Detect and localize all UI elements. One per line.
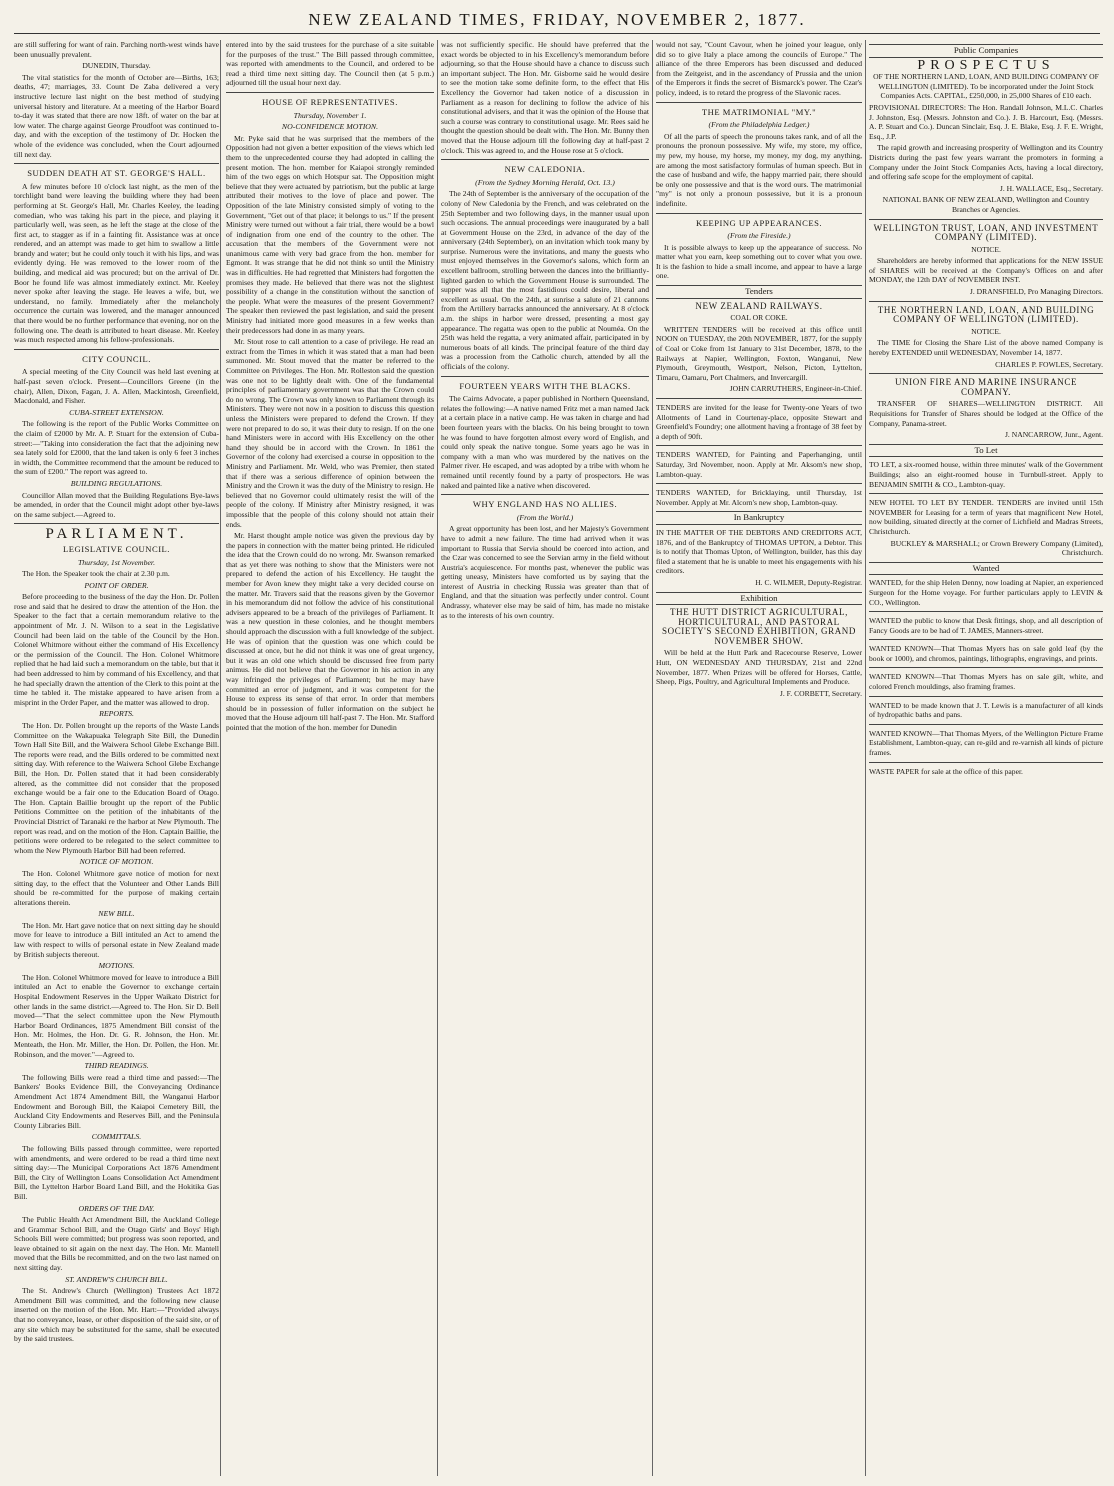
article-text: Mr. Pyke said that he was surprised that the members of the Opposition had not given a better exposition of the views which led them to the unprecedented course they had adopted in calling the present motion. The hon. member for Kaiapoi strongly reminded him of the two eggs on which Hotspur sat. The Opposition might believe that they were actuated by patriotism, but the public at large attributed their motives to the love of place and power. The Opposition of the late Ministry consisted simply of voting to the Government, "Get out of that place; it belongs to us." If the present Ministry were turned out without a fair trial, there would be a bowl of indignation from one end of the country to the other. The accusation that the members of the Government were not unanimous came with very bad grace from the hon. member for Egmont. It was strange that he did not think so until the Ministry was in difficulties. He had regretted that Ministers had forgotten the promises they made. He believed that there was not the slightest possibility of a change in the constitution without the sanction of the people. What were the measures of the present Government? The speaker then reviewed the past legislation, and said the present Ministry had initiated more good measures in a few weeks than their predecessors had done in as many years. (226, 133, 434, 335)
dateline: Thursday, 1st November. (77, 557, 156, 567)
ad-signature: JOHN CARRUTHERS, Engineer-in-Chief. (729, 384, 862, 394)
article-text: The Hon. Colonel Whitmore moved for leave to introduce a Bill intituled an Act to enable the Governor to exchange certain Hospital Endowment Reserves in the Upper Waikato District for other lands in the same district.—Agreed to. The Hon. Sir D. Bell moved—"That the select committee upon the New Plymouth Harbor Board Ordinances, 1875 Amendment Bill consist of the Hon. Mr. Holmes, the Hon. Dr. G. R. Johnson, the Hon. Mr. Menteath, the Hon. Mr. Miller, the Hon. Dr. Pollen, the Hon. Mr. Robinson, and the mover."—Agreed to. (14, 972, 219, 1059)
divider (441, 376, 649, 377)
article-text: A special meeting of the City Council was held last evening at half-past seven o'clock. Present—Councillors Greene (in the chair), Allen, Dixon, Fagan, J. A. Allen, Mackintosh, Greenfield, Macdonald, and Fisher. (14, 367, 219, 406)
article-heading: SUDDEN DEATH AT ST. GEORGE'S HALL. (27, 168, 206, 179)
divider (14, 349, 219, 350)
ad-text: Shareholders are hereby informed that applications for the NEW ISSUE of SHARES will be received at the Company's Offices on and after MONDAY, the 12th DAY of NOVEMBER INST. (869, 256, 1103, 285)
divider (656, 102, 862, 103)
article-heading: HOUSE OF REPRESENTATIVES. (262, 96, 398, 107)
subheading: ST. ANDREW'S CHURCH BILL. (65, 1274, 168, 1284)
section-heading: PARLIAMENT. (45, 526, 188, 543)
article-text: Councillor Allan moved that the Building Regulations Bye-laws be amended, in order that the Council might adopt other bye-laws on the same subject.—Agreed to. (14, 490, 219, 519)
ad-text: WANTED KNOWN—That Thomas Myers has on sale gilt, white, and colored French mouldings, also framing frames. (869, 672, 1103, 692)
article-text: The following is the report of the Public Works Committee on the claim of £2000 by Mr. A. P. Stuart for the extension of Cuba-street:—"Taking into consideration the fact that the adjoining new sea lately sold for £2000, that the land taken is only 6 feet 3 inches in width, the Committee recommend that the amount be reduced to the sum of £200." The report was agreed to. (14, 419, 219, 477)
article-text: The Hon. the Speaker took the chair at 2.30 p.m. (22, 569, 170, 579)
section-bar-exhibition: Exhibition (656, 592, 862, 606)
divider (656, 445, 862, 446)
section-bar-public-companies: Public Companies (869, 44, 1103, 58)
article-text: Mr. Harst thought ample notice was given the previous day by the papers in connection with the matter being printed. He ridiculed the idea that the Crown could do no wrong. Mr. Swanson remarked that as yet there was nothing to show that the Ministers were not prepared to defend the action of his Excellency. He taught the member for Avon knew they might take a very decided course on the matter. Mr. Travers said that the reasons given by the Governor in his memorandum did not follow the advice of his constitutional advisers appeared to be a breach of the privileges of Parliament. It was a new question in these colonies, and he thought members should approach the discussion with a full knowledge of the subject. He was of opinion that the question was one which could be discussed at once, but he did not think it was one of great urgency, but it was an old one which should be discussed free from party animus. He did not believe that the Governor in his action in any way infringed the privileges of Parliament; but he may have committed an error of judgment, and it was competent for the House to express its sense of that error. In order that members should be in possession of fuller information on the subject he moved that the House adjourn till half-past 7. The Hon. Mr. Stafford pointed that the motion of the hon. member for Dunedin (226, 531, 434, 732)
divider (869, 696, 1103, 697)
subheading: MOTIONS. (98, 961, 135, 971)
ad-text: NEW HOTEL TO LET BY TENDER. TENDERS are invited until 15th NOVEMBER for Leasing for a term of years that magnificent New Hotel, now building, situated directly at the corner of Lichfield and Madras Streets, Christchurch. (869, 498, 1103, 536)
article-heading: NEW CALEDONIA. (504, 164, 586, 175)
article-text: The Hon. Dr. Pollen brought up the reports of the Waste Lands Committee on the Wakapuaka Telegraph Site Bill, the Dunedin Town Hall Site Bill, and the Waiwera School Glebe Exchange Bill. The reports were read, and the Bills ordered to be committed next sitting day. With reference to the Waiwera School Glebe Exchange Bill, the Hon. Dr. Pollen stated that it had been considerably altered, as the committee did not consider that the proposed exchange would be a fair one to the Education Board of Otago. The Hon. Captain Baillie brought up the report of the Public Petitions Committee on the petition of the inhabitants of the Provincial District of Taranaki re the harbor at New Plymouth. The report was read, and on the motion of the Hon. Captain Baillie, the petitions were ordered to be relegated to the select committee to whom the New Plymouth Harbor Bill had been referred. (14, 721, 219, 855)
divider (656, 213, 862, 214)
divider (869, 219, 1103, 220)
divider (441, 159, 649, 160)
subheading: CUBA-STREET EXTENSION. (69, 407, 164, 417)
ad-text: IN THE MATTER OF THE DEBTORS AND CREDITORS ACT, 1876, and of the Bankruptcy of THOMAS UPTON, a Debtor. This is to notify that Thomas Upton, of Wellington, builder, has this day filed a statement that he is unable to meet his engagements with his creditors. (656, 527, 862, 576)
masthead-title: NEW ZEALAND TIMES, FRIDAY, NOVEMBER 2, 1877. (308, 10, 806, 29)
article-heading: FOURTEEN YEARS WITH THE BLACKS. (459, 380, 631, 391)
article-text: are still suffering for want of rain. Parching north-west winds have been unusually prevalent. (14, 40, 219, 59)
article-text: The Hon. Mr. Hart gave notice that on next sitting day he should move for leave to introduce a Bill intituled an Act to amend the law with respect to wills of personal estate in New Zealand made by British subjects thereout. (14, 920, 219, 959)
masthead (0, 10, 1114, 40)
ad-text: WANTED the public to know that Desk fittings, shop, and all description of Fancy Goods are to be had of T. JAMES, Manners-street. (869, 616, 1103, 635)
column-divider (437, 40, 438, 1476)
ad-text: WRITTEN TENDERS will be received at this office until NOON on TUESDAY, the 20th NOVEMBER, 1877, for the supply of Coal or Coke from 1st January to 31st December, 1878, to the Railways at Napier, Wellington, Foxton, Wanganui, New Plymouth, Greymouth, Westport, Nelson, Picton, Lyttelton, Timaru, Oamaru, Port Chalmers, and Invercargill. (656, 324, 862, 382)
article-heading: CITY COUNCIL. (82, 353, 151, 364)
subheading: NOTICE OF MOTION. (79, 857, 154, 867)
subheading: NO-CONFIDENCE MOTION. (281, 122, 379, 132)
article-source: (From the World.) (516, 512, 574, 522)
article-heading: THE MATRIMONIAL "MY." (701, 106, 817, 117)
article-text: Of all the parts of speech the pronouns takes rank, and of all the pronouns the pronoun possessive. My wife, my store, my office, my pew, my house, my horse, my money, my dog, my anything, are among the most satisfactory formulas of human speech. But in the case of husband and wife, the happy married pair, there should be only one possessive and that is the word ours. The matrimonial "my" is not only a pronoun possessive, but it is a pronoun indefinite. (656, 131, 862, 208)
divider (656, 398, 862, 399)
divider (226, 92, 434, 93)
ad-signature: BUCKLEY & MARSHALL; or Crown Brewery Company (Limited), Christchurch. (890, 538, 1103, 558)
ad-text: Will be held at the Hutt Park and Racecourse Reserve, Lower Hutt, ON WEDNESDAY AND THURSDAY, 21st and 22nd November, 1877. When Prizes will be offered for Horses, Cattle, Sheep, Pigs, Poultry, and Agricultural Implements and Produce. (656, 648, 862, 687)
article-source: (From the Fireside.) (727, 231, 791, 241)
article-text: would not say, "Count Cavour, when he joined your league, only did so to give Italy a place among the councils of Europe." The alliance of the three Emperors has been discussed and deduced from the Zeitgeist, and in the ascendancy of Prussia and the union of the Emperors it finds the secret of Bismarck's power. The Czar's policy, indeed, is to retard the progress of the Slavonic races. (656, 40, 862, 97)
ad-signature: J. H. WALLACE, Esq., Secretary. (999, 183, 1103, 193)
article-heading: KEEPING UP APPEARANCES. (695, 217, 823, 228)
ad-title: THE NORTHERN LAND, LOAN, AND BUILDING COMPANY OF WELLINGTON (LIMITED). (877, 304, 1095, 325)
ad-text: PROVISIONAL DIRECTORS: The Hon. Randall Johnson, M.L.C. Charles J. Johnston, Esq. (Messrs. Johnston and Co.). J. B. Harcourt, Esq. (Messrs. A. P. Stuart and Co.). Duncan Sinclair, Esq. J. E. Blake, Esq. J. F. E. Wright, Esq., J.P. (869, 102, 1103, 141)
article-text: The St. Andrew's Church (Wellington) Trustees Act 1872 Amendment Bill was committed, and the following new clause inserted on the motion of the Hon. Mr. Hart:—"Provided always that no conveyance, lease, or other disposition of the said site, or of any site which may be substituted for the same, shall be executed by the said trustees. (14, 1286, 219, 1344)
ad-subtitle: NOTICE. (971, 326, 1001, 336)
ad-title: UNION FIRE AND MARINE INSURANCE COMPANY. (894, 377, 1078, 397)
column-divider (865, 40, 866, 1476)
column-4 (656, 40, 862, 1476)
divider (14, 523, 219, 524)
ad-signature: CHARLES P. FOWLES, Secretary. (995, 359, 1103, 369)
ad-subtitle: NOTICE. (971, 244, 1001, 254)
article-text: A few minutes before 10 o'clock last night, as the men of the torchlight band were leaving the building where they had been performing at St. George's Hall, Mr. Charles Keeley, the leading comedian, who was taking his part in the piece, and playing it particularly well, was seen, as he left the stage at the close of the first act, to stagger as if in a fainting fit. Assistance was at once rendered, and an attempt was made to get him to swallow a little brandy and water; but he could only touch it with his lips, and was evidently dying. He was removed to the lower room of the building, and medical aid was procured; but on the arrival of Dr. Boor he found life was almost immediately extinct. Mr. Keeley never spoke after leaving the stage. He leaves a wife, but, we understand, no family. Immediately after the melancholy occurrence the curtain was lowered, and the manager announced that there would be no further performance that evening, nor on the following one. The death is attributed to heart disease. Mr. Keeley was much respected among his fellow-professionals. (14, 181, 219, 345)
column-3 (441, 40, 649, 1476)
section-bar-bankruptcy: In Bankruptcy (656, 511, 862, 525)
ad-text: TENDERS WANTED, for Bricklaying, until Thursday, 1st November. Apply at Mr. Alcorn's new shop, Lambton-quay. (656, 488, 862, 507)
subheading: COMMITTALS. (91, 1132, 142, 1142)
ad-text: TO LET, a six-roomed house, within three minutes' walk of the Government Buildings; also an eight-roomed house in Turnbull-street. Apply to BENJAMIN SMITH & CO., Lambton-quay. (869, 460, 1103, 489)
subheading: BUILDING REGULATIONS. (70, 478, 163, 488)
article-text: The following Bills passed through committee, were reported with amendments, and were ordered to be read a third time next sitting day:—The Municipal Corporations Act 1876 Amendment Bill, the City of Wellington Loans Consolidation Act Amendment Bill, the Lyttelton Harbor Board Land Bill, and the Hokitika Gas Bill. (14, 1143, 219, 1201)
article-text: Mr. Stout rose to call attention to a case of privilege. He read an extract from the Times in which it was stated that a man had been summoned. Mr. Stout moved that the matter be referred to the Committee on Privileges. The Hon. Mr. Rolleston said the question was one not to be lightly dealt with. One of the fundamental principles of parliamentary government was that the Crown could do no wrong. The Crown was only known to Parliament through its Ministers. They were not now in a position to discuss this question unless the Ministers were prepared to defend the Crown. If they were not prepared to do so, it was their duty to resign. If on the one hand Ministers were in accord with His Excellency on the other hand they should be in accord with the Crown. In 1861 the Governor of the colony had exercised a course in opposition to the Ministry and Parliament. Mr. Weld, who was Premier, then stated that if there was a serious difference of opinion between the Ministry and the Crown it was the duty of the Ministry to resign. He believed that no Governor could ultimately resist the will of the people of the colony. If Ministry after Ministry resigned, it was impossible that the people of this colony should not attain their ends. (226, 337, 434, 529)
ad-text: OF THE NORTHERN LAND, LOAN, AND BUILDING COMPANY OF WELLINGTON (LIMITED). To be incorporated under the Joint Stock Companies Acts. CAPITAL, £250,000, in 25,000 Shares of £10 each. (873, 72, 1099, 101)
ad-text: WASTE PAPER for sale at the office of this paper. (869, 766, 1023, 776)
article-heading: LEGISLATIVE COUNCIL. (63, 543, 170, 554)
ad-signature: H. C. WILMER, Deputy-Registrar. (755, 577, 862, 587)
divider (869, 667, 1103, 668)
column-5 (869, 40, 1103, 1476)
divider (441, 494, 649, 495)
article-text: It is possible always to keep up the appearance of success. No matter what you earn, keep something out to cover what you owe. It is the fashion to hide a small income, and appear to have a large one. (656, 242, 862, 281)
article-text: The 24th of September is the anniversary of the occupation of the colony of New Caledonia by the French, and was celebrated on the 25th September and two following days, in the manner usual upon such occasions. The annual proceedings were inaugurated by a ball at Government House on the 23rd, in advance of the day of the anniversary (24th September), on an invitation which took many by surprise. Numerous were the invitations, and many the guests who must enjoyed themselves in the Governor's salons, which form an excellent ballroom, strolling between the dances into the brilliantly-lighted garden to which the Government House is surrounded. The supper was all that the most fastidious could desire, liberal and excellent as usual. On the 24th, at sunrise a salute of 21 cannons from the Artillery barracks announced the anniversary. At 8 o'clock a.m. the ships in harbor were dressed, presenting a most gay appearance. The regatta was open to the public at Nouméa. On the 25th was held the regatta, a very animated affair, participated in by numerous boats of all kinds. The principal feature of the third day was a procession from the Catholic church, attended by all the officials of the colony. (441, 189, 649, 371)
divider (869, 639, 1103, 640)
divider (869, 762, 1103, 763)
ad-title: NEW ZEALAND RAILWAYS. (695, 300, 823, 311)
article-text: Before proceeding to the business of the day the Hon. Dr. Pollen rose and said that he desired to draw the attention of the Hon. the Speaker to the fact that a certain memorandum relative to the appointment of Mr. J. N. Wilson to a seat in the Legislative Council had been laid on the table of the Council by the Hon. Colonel Whitmore without either the command of His Excellency or the permission of the Council. The Hon. Colonel Whitmore replied that he had laid such a memorandum on the table, but that it had been addressed to him by command of his Excellency, and that he had specially drawn the attention of the Clerk to this point at the time he tabled it. The mistake appeared to have arisen from a misprint in the Order Paper, and the matter was allowed to drop. (14, 592, 219, 707)
divider (869, 373, 1103, 374)
divider (869, 493, 1103, 494)
divider (14, 163, 219, 164)
subheading: ORDERS OF THE DAY. (78, 1203, 155, 1213)
ad-text: The TIME for Closing the Share List of the above named Company is hereby EXTENDED until WEDNESDAY, November 14, 1877. (869, 338, 1103, 358)
article-text: A great opportunity has been lost, and her Majesty's Government have to admit a new failure. The time had arrived when it was important to Russia that Servia should be coerced into action, and the Czar was concerned to see the Servian army in the field without Austria's acquiescence. For months past, whenever the public was getting uneasy, Ministers have comforted us by saying that the interest of Austria in checking Russia was greater than that of England, and that the situation was perfectly under control. Count Andrassy, whatever else may be said of him, has made no mistake as to the interests of his own country. (441, 524, 649, 620)
divider (869, 301, 1103, 302)
subheading: NEW BILL. (98, 909, 135, 919)
ad-railways (656, 302, 862, 394)
ad-signature: J. F. CORBETT, Secretary. (779, 688, 862, 698)
divider (869, 724, 1103, 725)
column-divider (652, 40, 653, 1476)
ad-text: NATIONAL BANK OF NEW ZEALAND, Wellington and Country Branches or Agencies. (882, 195, 1090, 214)
article-source: (From the Philadelphia Ledger.) (708, 120, 810, 130)
ad-text: WANTED to be made known that J. T. Lewis is a manufacturer of all kinds of hydropathic baths and pans. (869, 700, 1103, 720)
ad-text: The rapid growth and increasing prosperity of Wellington and its Country Districts during the past few years warrant the promoters in forming a Company under the Joint Stock Companies Acts, having a local directory, and offering safe scope for the employment of capital. (869, 143, 1103, 182)
section-bar-tenders: Tenders (656, 285, 862, 299)
article-text: was not sufficiently specific. He should have preferred that the exact words be objected to in his Excellency's memorandum before adjourning, so that the House should have a chance to discuss such an important subject. The Hon. Mr. Gisborne said he would desire to see the motion take some definite form, to the effect that His Excellency the Governor had taken notice of a discussion in Parliament as a reason for declining to follow the advice of his constitutional advisers, and that it was the opinion of the House that such a course was contrary to constitutional usage. Mr. Rees said he thought the question should be dealt with. The Hon. Mr. Bunny then moved that the House adjourn till the following day at half-past 2 o'clock. This was agreed to, and the House rose at 5 o'clock. (441, 40, 649, 155)
article-heading: WHY ENGLAND HAS NO ALLIES. (472, 499, 618, 510)
subheading: REPORTS. (99, 709, 134, 719)
ad-title: THE HUTT DISTRICT AGRICULTURAL, HORTICULTURAL, AND PASTORAL SOCIETY'S SECOND EXHIBITION, GRAND NOVEMBER SHOW. (661, 607, 857, 646)
ad-subtitle: COAL OR COKE. (730, 313, 788, 323)
column-1 (14, 40, 219, 1476)
column-divider (220, 40, 221, 1476)
article-text: The vital statistics for the month of October are—Births, 163; deaths, 47; marriages, 33. Count De Zaba delivered a very instructive lecture last night on the best method of studying universal history and literature. At a meeting of the Harbor Board to-day it was stated that there are now 18ft. of water on the bar at low water. The charge against George Proudfoot was continued to-day, and with the exception of the testimony of Dr. Hocken the whole of the evidence was concluded, when the Court adjourned till next day. (14, 72, 219, 159)
masthead-rule (14, 33, 1100, 34)
ad-signature: J. NANCARROW, Junr., Agent. (1004, 430, 1103, 440)
divider (869, 611, 1103, 612)
divider (656, 483, 862, 484)
column-2 (226, 40, 434, 1476)
section-bar-to-let: To Let (869, 444, 1103, 458)
ad-signature: J. DRANSFIELD, Pro Managing Directors. (969, 287, 1103, 297)
ad-text: WANTED KNOWN—That Thomas Myers has on sale gold leaf (by the book or 1000), and chromos, paintings, lithographs, engravings, and prints. (869, 644, 1103, 663)
dateline: Thursday, November 1. (293, 110, 367, 120)
ad-title: WELLINGTON TRUST, LOAN, AND INVESTMENT COMPANY (LIMITED). (873, 222, 1099, 243)
article-text: The following Bills were read a third time and passed:—The Bankers' Books Evidence Bill, the Conveyancing Ordinance Amendment Act 1874 Amendment Bill, the Wanganui Harbor Endowment and Borough Bill, the Kaiapoi Cemetery Bill, the Auckland City Endowments and Reserves Bill, and the Peninsula County Libraries Bill. (14, 1072, 219, 1130)
article-text: The Hon. Colonel Whitmore gave notice of motion for next sitting day, to the effect that the Volunteer and Other Lands Bill should be re-committed for the purpose of making certain alterations therein. (14, 868, 219, 907)
article-text: The Public Health Act Amendment Bill, the Auckland College and Grammar School Bill, and the Otago Girls' and Boys' High Schools Bill were committed; but progress was soon reported, and leave obtained to sit again on the next day. The Hon. Mr. Mantell moved that the Bills be recommitted, and on the two last named on next sitting day. (14, 1215, 219, 1273)
ad-text: TENDERS WANTED, for Painting and Paperhanging, until Saturday, 3rd November, noon. Apply at Mr. Aksom's new shop, Lambton-quay. (656, 450, 862, 479)
article-source: (From the Sydney Morning Herald, Oct. 13.) (475, 177, 615, 187)
prospectus-heading: PROSPECTUS (917, 57, 1055, 73)
subheading: THIRD READINGS. (84, 1061, 149, 1071)
subheading: POINT OF ORDER. (84, 580, 149, 590)
ad-text: WANTED KNOWN—That Thomas Myers, of the Wellington Picture Frame Establishment, Lambton-quay, can re-gild and re-varnish all kinds of picture frames. (869, 728, 1103, 758)
ad-text: WANTED, for the ship Helen Denny, now loading at Napier, an experienced Surgeon for the Home voyage. For further particulars apply to LEVIN & CO., Wellington. (869, 578, 1103, 607)
article-text: entered into by the said trustees for the purchase of a site suitable for the purposes of the trust." The Bill passed through committee, was reported with amendments to the Council, and ordered to be read a third time next sitting day. The Council then (at 5 p.m.) adjourned till the usual hour next day. (226, 40, 434, 88)
ad-text: TENDERS are invited for the lease for Twenty-one Years of two Allotments of Land in Courtenay-place, opposite Stewart and Greenfield's Foundry; one allotment having a frontage of 38 feet by a depth of 90ft. (656, 403, 862, 441)
article-text: The Cairns Advocate, a paper published in Northern Queensland, relates the following:—A native named Fritz met a man named Jack at a certain place in a native camp. He was taken in charge and had been fourteen years with the blacks. On his being brought to town he was found to have forgotten almost every word of English, and could only speak the native tongue. Some years ago he was in company with a man who was murdered by the natives on the Palmer river. He escaped, and was adopted by a tribe with whom he remained until recently found by a party of prospectors. He was naked and painted like a native when discovered. (441, 394, 649, 490)
dateline: DUNEDIN, Thursday. (82, 61, 151, 71)
ad-text: TRANSFER OF SHARES—WELLINGTON DISTRICT. All Requisitions for Transfer of Shares should be lodged at the Office of the Company, Panama-street. (869, 399, 1103, 428)
section-bar-wanted: Wanted (869, 562, 1103, 576)
